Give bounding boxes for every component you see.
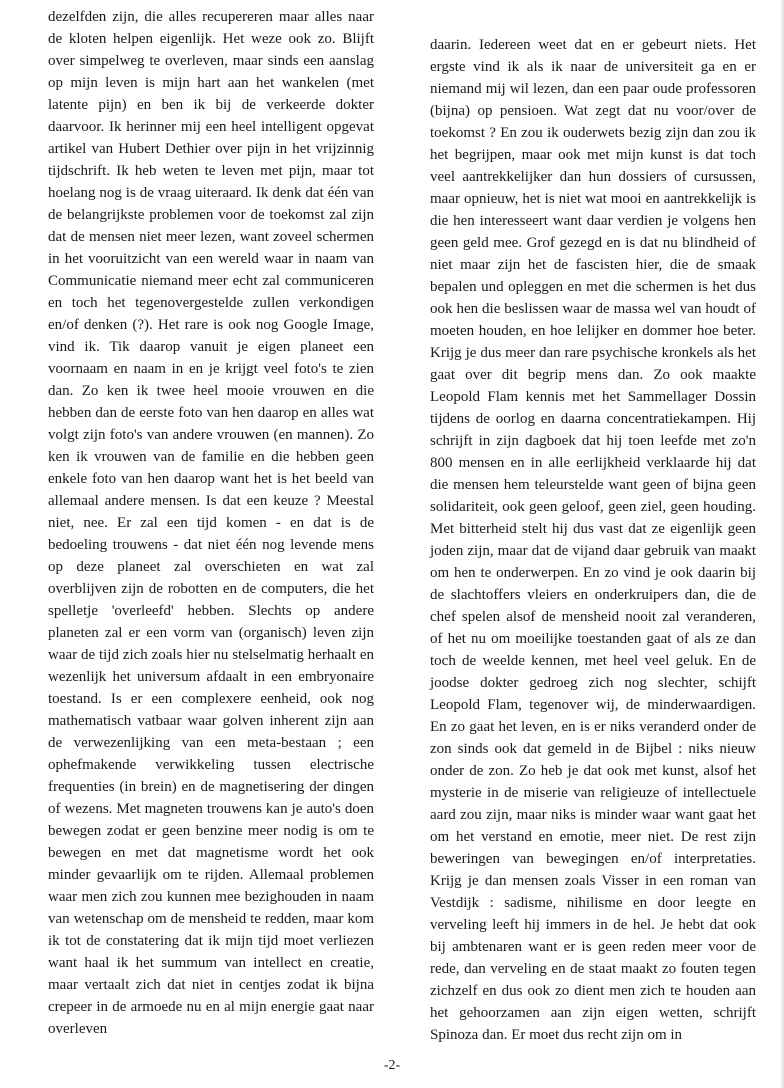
left-text-column bbox=[48, 6, 374, 1040]
right-text-column bbox=[430, 34, 756, 1046]
scan-edge bbox=[780, 0, 784, 1088]
paragraph: dezelfden zijn, die alles recupereren maar alles naar de kloten helpen eigenlijk. Het weze ook zo. Blijft over simpelweg te overleven, maar sinds een aanslag op mijn leven is mijn hart aan het wankelen (met latente pijn) en ben ik bij de verkeerde dokter daarvoor. Ik herinner mij een heel intelligent opgevat artikel van Hubert Dethier over pijn in het vrijzinnig tijdschrift. Ik heb weten te leven met pijn, maar tot hoelang nog is de vraag uiteraard. Ik denk dat één van de belangrijkste problemen voor de toekomst zal zijn dat de mensen niet meer lezen, want zoveel schermen in het vooruitzicht van een wereld waar in naam van Communicatie niemand meer echt zal communiceren en toch het tegenovergestelde zullen verkondigen en/of denken (?). Het rare is ook nog Google Image, vind ik. Tik daarop vanuit je eigen planeet een voornaam en naam in en je krijgt veel foto's te zien dan. Zo ken ik twee heel mooie vrouwen en die hebben dan de eerste foto van hen daarop en alles wat volgt zijn foto's van andere vrouwen (en mannen). Zo ken ik vrouwen van de familie en die hebben geen enkele foto van hen daarop want het is het beeld van allemaal andere mensen. Is dat een keuze ? Meestal niet, nee. Er zal een tijd komen - en dat is de bedoeling trouwens - dat niet één nog levende mens op deze planeet zal overschieten en wat zal overblijven zijn de robotten en de computers, die het spelletje 'overleefd' hebben. Slechts op andere planeten zal er een vorm van (organisch) leven zijn waar de tijd zich zoals hier nu stelselmatig herhaalt en wezenlijk het universum afdaalt in een embryonaire toestand. Is er een complexere eenheid, ook nog mathematisch vatbaar waar golven inherent zijn aan de verwezenlijking van een meta-bestaan ; een ophefmakende verwikkeling tussen electrische frequenties (in brein) en de magnetisering der dingen of wezens. Met magneten trouwens kan je auto's doen bewegen zodat er geen benzine meer nodig is om te bewegen en met dat magnetisme wordt het ook minder gevaarlijk om te rijden. Allemaal problemen waar men zich zou kunnen mee bezighouden in naam van wetenschap om de mensheid te redden, maar kom ik tot de constatering dat ik mijn tijd moet verliezen want haal ik het summum van intellect en creatie, maar vertaalt zich dat niet in centjes zodat ik bijna crepeer in de armoede nu en al mijn energie gaat naar overleven bbox=[48, 9, 374, 1037]
paragraph: daarin. Iedereen weet dat en er gebeurt niets. Het ergste vind ik als ik naar de universiteit ga en er niemand mij wil lezen, dan een paar oude professoren (bijna) op pensioen. Wat zegt dat nu voor/over de toekomst ? En zou ik ouderwets bezig zijn dan zou ik het begrijpen, maar ook met mijn kunst is dat toch veel aantrekkelijker dan hun dossiers of cursussen, maar opnieuw, het is niet wat mooi en aantrekkelijk is die hen interesseert want daar verdien je volgens hen geen geld mee. Grof gezegd en is dat nu blindheid of niet maar zijn het de fascisten hier, die de smaak bepalen und opleggen en met die schermen is het dus ook hen die beslissen waar de massa wel van houdt of moeten houden, en hoe lelijker en dommer hoe beter. Krijg je dus meer dan rare psychische kronkels als het gaat over dit begrip mens dan. Zo ook maakte Leopold Flam kennis met het Sammellager Dossin tijdens de oorlog en daarna concentratiekampen. Hij schrijft in zijn dagboek dat hij toen leefde met zo'n 800 mensen en in alle eerlijkheid verklaarde hij dat die mensen hem teleurstelde want geen of bijna geen solidariteit, ook geen geloof, geen ziel, geen houding. Met bitterheid stelt hij dus vast dat ze eigenlijk geen joden zijn, maar dat de vijand daar gebruik van maakt om hen te onderwerpen. En zo vind je ook daarin bij de slachtoffers vleiers en onderkruipers dan, die de chef spelen alsof de mensheid nooit zal veranderen, of het nu om moeilijke toestanden gaat of als ze dan toch de weelde kennen, met heel veel geluk. En de joodse dokter gedroeg zich nog slechter, schijft Leopold Flam, tegenover wij, de minderwaardigen. En zo gaat het leven, en is er niks veranderd onder de zon sinds ook dat gemeld in de Bijbel : niks nieuw onder de zon. Zo heb je dat ook met kunst, alsof het mysterie in de miserie van religieuze of intellectuele aard zou zijn, maar niks is minder waar want gaat het om het verstand en emotie, meer niet. De rest zijn beweringen van bewegingen en/of interpretaties. Krijg je dan mensen zoals Visser in een roman van Vestdijk : sadisme, nihilisme en door leegte en verveling leeft hij immers in de hel. Je hebt dat ook bij ambtenaren want er is geen reden meer voor de rede, dan verveling en de staat maakt zo fouten tegen zichzelf en dus ook zo dient men zich te houden aan het gehoorzamen aan zijn eigen wetten, schrijft Spinoza dan. Er moet dus recht zijn om in bbox=[430, 37, 756, 1043]
page-number: -2- bbox=[383, 1058, 401, 1073]
